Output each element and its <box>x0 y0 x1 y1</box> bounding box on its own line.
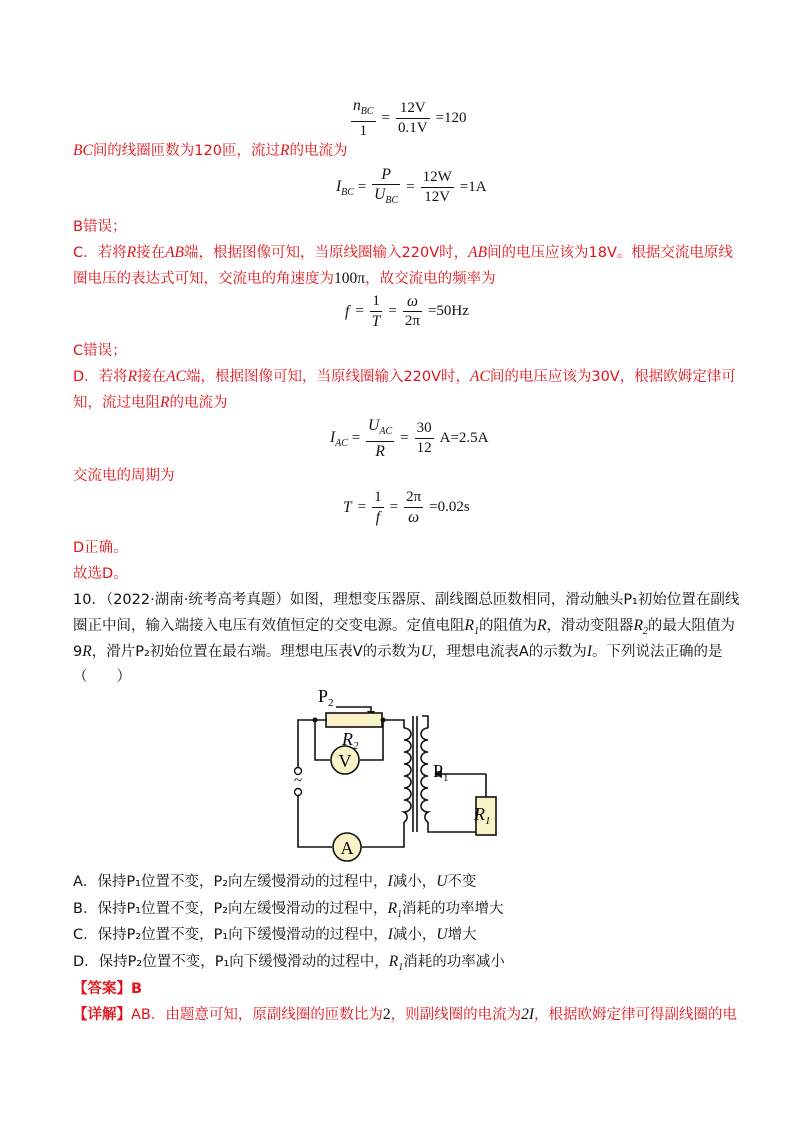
question-10-line1: 10．（2022·湖南·统考高考真题）如图，理想变压器原、副线圈总匝数相同，滑动触头P₁初始位置在副线 <box>73 592 740 608</box>
paragraph-c-line2: 圈电压的表达式可知，交流电的角速度为100π，故交流电的频率为 <box>73 270 496 287</box>
wire-bottom <box>298 794 332 847</box>
paragraph-bc-turns: BC间的线圈匝数为120匝，流过R的电流为 <box>73 142 348 159</box>
option-a: A．保持P₁位置不变，P₂向左缓慢滑动的过程中，I减小，U不变 <box>73 873 477 890</box>
answer-line: 【答案】B <box>73 981 143 997</box>
paragraph-period-intro: 交流电的周期为 <box>73 468 175 484</box>
label-r2: $R_2$ <box>342 729 359 752</box>
detail-line: 【详解】AB．由题意可知，原副线圈的匝数比为2，则副线圈的电流为2I，根据欧姆定律可得副线圈的电 <box>73 1006 738 1023</box>
equation-frequency: f = $\frac{1}{T}$ = $\frac{\omega}{2\pi}$ =50Hz <box>345 293 469 330</box>
junction-right <box>381 718 386 723</box>
label-p1: $P_1$ <box>433 761 449 784</box>
option-d: D．保持P₂位置不变，P₁向下缓慢滑动的过程中，$R_1$消耗的功率减小 <box>73 953 505 973</box>
wire-top-right <box>382 720 404 728</box>
paragraph-c-line1: C．若将R接在AB端，根据图像可知，当原线圈输入220V时，AB间的电压应该为18V。根据交流电原线 <box>73 244 733 261</box>
equation-turns-ratio: $\frac{n_{BC}}{1}$ = $\frac{12V}{0.1V}$ =120 <box>353 97 467 139</box>
ac-source-symbol: ~ <box>293 773 303 789</box>
paragraph-c-wrong: C错误； <box>73 343 127 359</box>
junction-left <box>313 718 318 723</box>
primary-coil <box>404 728 411 822</box>
equation-current-bc: $I_{BC}$ = $\frac{P}{U_{BC}}$ = $\frac{12W}{12V}$ =1A <box>336 166 487 206</box>
secondary-coil <box>421 728 428 822</box>
transformer-circuit-diagram <box>286 682 491 867</box>
wire-bottom-right <box>362 822 404 847</box>
voltmeter-label: V <box>338 751 352 771</box>
input-terminal-bottom <box>295 789 302 796</box>
ammeter-label: A <box>340 838 354 858</box>
option-b: B．保持P₁位置不变，P₂向左缓慢滑动的过程中，$R_1$消耗的功率增大 <box>73 900 504 920</box>
question-10-line4: （ ） <box>73 669 131 685</box>
paragraph-d-line2: 知，流过电阻R的电流为 <box>73 394 228 411</box>
paragraph-b-wrong: B错误； <box>73 219 127 235</box>
rheostat-r2 <box>326 713 382 727</box>
paragraph-d-correct: D正确。 <box>73 540 128 556</box>
label-r1: $R_1$ <box>474 804 491 827</box>
wire-secondary-top <box>422 716 428 728</box>
question-10-line2: 圈正中间，输入端接入电压有效值恒定的交变电源。定值电阻$R_1$的阻值为R，滑动变阻器$R_2$的最大阻值为 <box>73 617 735 637</box>
option-c: C．保持P₂位置不变，P₁向下缓慢滑动的过程中，I减小，U增大 <box>73 926 477 943</box>
equation-period: T = $\frac{1}{f}$ = $\frac{2\pi}{\omega}$ =0.02s <box>343 489 470 526</box>
paragraph-choose-d: 故选D。 <box>73 566 128 582</box>
label-p2: $P_2$ <box>318 686 334 709</box>
question-10-line3: 9R，滑片P₂初始位置在最右端。理想电压表V的示数为U，理想电流表A的示数为I。下列说法正确的是 <box>73 643 723 660</box>
equation-current-ac: $I_{AC}$ = $\frac{U_{AC}}{R}$ = $\frac{30}{12}$ A=2.5A <box>330 417 489 460</box>
paragraph-d-line1: D．若将R接在AC端，根据图像可知，当原线圈输入220V时，AC间的电压应该为30V，根据欧姆定律可 <box>73 368 736 385</box>
